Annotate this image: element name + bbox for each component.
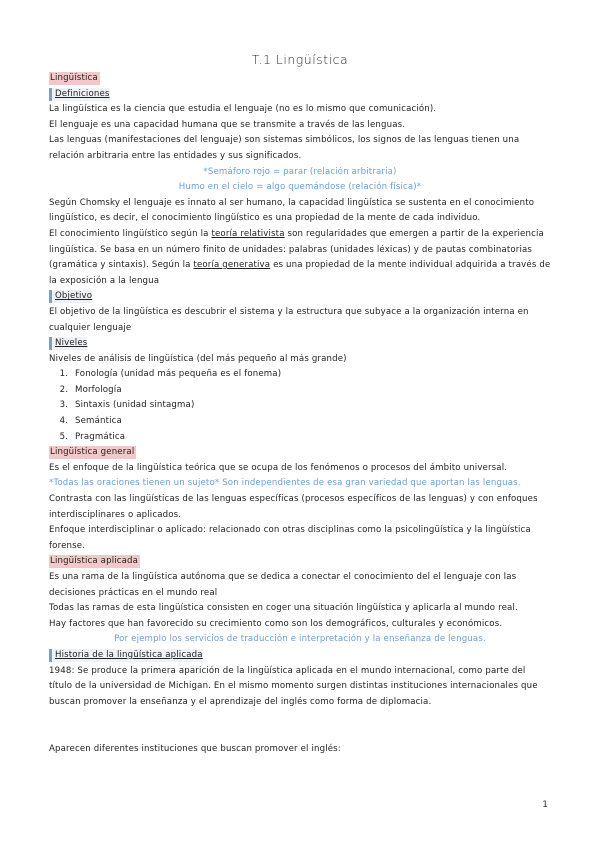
general-example: *Todas las oraciones tienen un sujeto* Son independientes de esa gran variedad que aportan las lenguas. [49,478,521,489]
aplicada-example: Por ejemplo los servicios de traducción e interpretación y la enseñanza de lenguas. [114,634,486,645]
list-item: 4. Semántica [71,414,551,430]
example-semaforo: *Semáforo rojo = parar (relación arbitraria) [203,166,397,177]
aparecen-paragraph: Aparecen diferentes instituciones que buscan promover el inglés: [49,744,341,755]
niveles-list [49,367,551,445]
objetivo-paragraph: El objetivo de la lingüística es descubrir el sistema y la estructura que subyace a la organización interna en cualquier lenguaje [49,306,529,333]
def-paragraph-3: Las lenguas (manifestaciones del lenguaje) son sistemas simbólicos, los signos de las lenguas tienen una relación arbitraria entre las entidades y sus significados. [49,135,520,161]
def-paragraph-2: El lenguaje es una capacidad humana que se transmite a través de las lenguas. [49,119,406,130]
example-humo: Humo en el cielo = algo quemándose (relación física)* [178,182,422,193]
conocimiento-paragraph [49,227,551,289]
subheading-historia: Historia de la lingüística aplicada [49,649,203,662]
link-teoria-generativa: teoría generativa [193,260,271,271]
chomsky-paragraph: Según Chomsky el lenguaje es innato al ser humano, la capacidad lingüística se sustenta en el conocimiento lingüístico, es decir, el conocimiento lingüístico es una propiedad de la mente de cada individuo. [49,197,535,224]
def-paragraph-1: La lingüística es la ciencia que estudia el lenguaje (no es lo mismo que comunicación). [49,104,437,115]
heading-linguistica-aplicada: Lingüística aplicada [50,556,139,567]
document-body [49,71,551,758]
list-item: 3. Sintaxis (unidad sintagma) [71,398,551,414]
subheading-niveles: Niveles [49,337,87,350]
conoc-text-a: El conocimiento lingüístico según la [49,228,212,239]
aplicada-paragraph-2: Todas las ramas de esta lingüística consisten en coger una situación lingüística y aplicarla al mundo real. [49,603,518,614]
page-number: 1 [542,800,548,810]
blank-space [49,710,551,742]
niveles-intro: Niveles de análisis de lingüística (del más pequeño al más grande) [49,353,347,364]
general-paragraph-3: Enfoque interdisciplinar o aplicado: relacionado con otras disciplinas como la psicolingüística y la lingüística forense. [49,525,531,551]
general-paragraph-1: Es el enfoque de la lingüística teórica que se ocupa de los fenómenos o procesos del ámbito universal. [49,462,508,473]
list-item: 5. Pragmática [71,430,551,446]
list-item: 1. Fonología (unidad más pequeña es el fonema) [71,367,551,383]
page-title: T.1 Lingüística [251,52,349,67]
subheading-objetivo: Objetivo [49,290,92,303]
aplicada-paragraph-1: Es una rama de la lingüística autónoma que se dedica a conectar el conocimiento del el lenguaje con las decisiones prácticas en el mundo real [49,572,517,598]
historia-paragraph: 1948: Se produce la primera aparición de la lingüística aplicada en el mundo internacional, como parte del título de la universidad de Michigan. En el mismo momento surgen distintas instituciones internacionales que buscan promover la enseñanza y el aprendizaje del inglés como forma de diplomacia. [49,665,538,707]
list-item: 2. Morfología [71,383,551,399]
link-teoria-relativista: teoría relativista [211,228,285,239]
subheading-definiciones: Definiciones [49,88,110,101]
conoc-text-c: es una propiedad de la mente individual adquirida a través de la exposición a la lengua [49,260,551,286]
aplicada-paragraph-3: Hay factores que han favorecido su crecimiento como son los demográficos, culturales y económicos. [49,618,503,629]
heading-linguistica: Lingüística [50,73,98,83]
general-paragraph-2: Contrasta con las lingüísticas de las lenguas específicas (procesos específicos de las lenguas) y con enfoques interdisciplinares o aplicados. [49,494,538,520]
conoc-text-b: son regularidades que emergen a partir de la experiencia lingüística. Se basa en un número finito de unidades: palabras (unidades léxicas) y de pautas combinatorias (gramática y sintaxis). Según la [49,228,544,271]
heading-linguistica-general: Lingüística general [50,447,135,458]
